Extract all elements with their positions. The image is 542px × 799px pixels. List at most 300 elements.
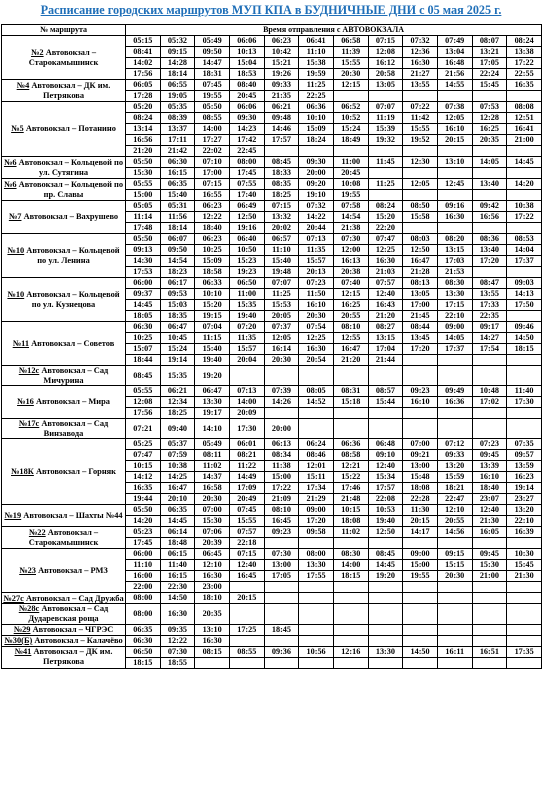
departure-time-cell [264, 408, 299, 419]
departure-time-cell [299, 408, 334, 419]
table-row [2, 419, 542, 439]
departure-time-cell: 07:35 [507, 439, 542, 450]
departure-time-cell: 12:10 [195, 560, 230, 571]
departure-time-cell: 15:48 [403, 472, 438, 483]
departure-time-cell: 08:27 [368, 322, 403, 333]
departure-time-cell: 07:59 [160, 450, 195, 461]
departure-time-cell: 17:56 [126, 69, 161, 80]
departure-time-cell: 14:12 [126, 472, 161, 483]
departure-time-cell: 15:30 [472, 560, 507, 571]
departure-time-cell: 17:00 [195, 168, 230, 179]
departure-time-cell: 11:45 [368, 157, 403, 168]
departure-time-cell: 16:15 [160, 168, 195, 179]
departure-time-cell [403, 91, 438, 102]
departure-time-cell: 10:38 [160, 461, 195, 472]
departure-time-cell: 13:32 [264, 212, 299, 223]
departure-time-cell: 16:23 [507, 472, 542, 483]
departure-time-cell: 10:08 [333, 179, 368, 190]
route-name: Автовокзал – Кольцевой по ул. Сутягина [18, 157, 124, 177]
departure-time-cell: 13:00 [403, 461, 438, 472]
route-number: №7 [8, 212, 22, 222]
departure-time-cell: 08:58 [333, 450, 368, 461]
departure-time-cell: 17:30 [507, 397, 542, 408]
departure-time-cell: 14:54 [160, 256, 195, 267]
departure-time-cell [368, 582, 403, 593]
departure-time-cell: 11:30 [403, 505, 438, 516]
departure-time-cell: 09:30 [229, 113, 264, 124]
route-cell [2, 234, 126, 278]
departure-time-cell: 09:58 [299, 527, 334, 538]
departure-time-cell: 19:23 [229, 267, 264, 278]
table-row [2, 157, 542, 168]
route-name: Автовокзал – Кольцевой по ул. Кузнецова [26, 289, 120, 309]
departure-time-cell: 06:23 [195, 201, 230, 212]
departure-time-cell: 09:20 [299, 179, 334, 190]
departure-time-cell: 07:32 [299, 201, 334, 212]
departure-time-cell: 16:45 [264, 516, 299, 527]
departure-time-cell: 19:44 [126, 494, 161, 505]
departure-time-cell: 20:38 [333, 267, 368, 278]
departure-time-cell: 17:34 [299, 483, 334, 494]
departure-time-cell: 14:45 [126, 300, 161, 311]
departure-time-cell: 16:45 [229, 571, 264, 582]
departure-time-cell: 17:15 [437, 300, 472, 311]
departure-time-cell [299, 657, 334, 668]
departure-time-cell: 08:53 [507, 234, 542, 245]
departure-time-cell: 12:50 [229, 212, 264, 223]
departure-time-cell: 15:03 [160, 300, 195, 311]
departure-time-cell: 09:49 [437, 386, 472, 397]
departure-time-cell: 05:31 [160, 201, 195, 212]
departure-time-cell: 09:33 [264, 80, 299, 91]
departure-time-cell [229, 366, 264, 386]
departure-time-cell: 20:15 [403, 516, 438, 527]
departure-time-cell: 10:52 [333, 113, 368, 124]
departure-time-cell: 06:17 [160, 278, 195, 289]
departure-time-cell: 17:45 [229, 168, 264, 179]
departure-time-cell: 14:25 [160, 472, 195, 483]
departure-time-cell: 18:58 [195, 267, 230, 278]
departure-time-cell [403, 604, 438, 624]
departure-time-cell [507, 419, 542, 439]
departure-time-cell: 06:35 [126, 624, 161, 635]
departure-time-cell: 23:00 [195, 582, 230, 593]
departure-time-cell: 12:08 [126, 397, 161, 408]
route-cell [2, 278, 126, 322]
departure-time-cell: 16:35 [126, 483, 161, 494]
departure-time-cell [264, 146, 299, 157]
departure-time-cell: 16:10 [403, 397, 438, 408]
departure-time-cell: 12:55 [333, 333, 368, 344]
departure-time-cell: 08:44 [403, 322, 438, 333]
departure-time-cell: 13:39 [472, 461, 507, 472]
departure-time-cell [507, 538, 542, 549]
departure-time-cell: 11:38 [264, 461, 299, 472]
departure-time-cell: 19:16 [229, 223, 264, 234]
departure-time-cell: 08:00 [299, 549, 334, 560]
departure-time-cell [472, 190, 507, 201]
departure-time-cell: 21:00 [507, 135, 542, 146]
departure-time-cell: 14:04 [507, 245, 542, 256]
departure-time-cell: 05:55 [126, 179, 161, 190]
departure-time-cell [403, 657, 438, 668]
departure-time-cell: 10:13 [229, 47, 264, 58]
departure-time-cell: 16:13 [333, 256, 368, 267]
departure-time-cell: 18:40 [472, 483, 507, 494]
departure-time-cell: 07:47 [368, 234, 403, 245]
departure-time-cell [507, 190, 542, 201]
departure-time-cell: 14:10 [195, 419, 230, 439]
departure-time-cell: 16:51 [472, 646, 507, 657]
departure-time-cell [437, 624, 472, 635]
departure-time-cell: 20:58 [368, 69, 403, 80]
departure-time-cell: 06:41 [299, 36, 334, 47]
departure-time-cell: 17:35 [507, 646, 542, 657]
departure-time-cell: 13:30 [195, 397, 230, 408]
route-name: Автовокзал – ДК им. Петрякова [31, 80, 111, 100]
departure-time-cell [264, 593, 299, 604]
departure-time-cell: 17:20 [403, 344, 438, 355]
departure-time-cell: 06:23 [264, 36, 299, 47]
departure-time-cell: 23:07 [472, 494, 507, 505]
departure-time-cell: 14:52 [299, 397, 334, 408]
departure-time-cell: 18:49 [333, 135, 368, 146]
departure-time-cell: 17:40 [229, 190, 264, 201]
departure-time-cell: 17:53 [126, 267, 161, 278]
departure-time-cell: 11:02 [195, 461, 230, 472]
departure-time-cell: 09:00 [299, 505, 334, 516]
departure-time-cell: 15:35 [229, 300, 264, 311]
departure-time-cell: 15:57 [229, 344, 264, 355]
departure-time-cell: 16:55 [195, 190, 230, 201]
departure-time-cell: 07:57 [229, 527, 264, 538]
departure-time-cell: 20:00 [264, 419, 299, 439]
departure-time-cell: 22:10 [437, 311, 472, 322]
departure-time-cell: 19:48 [264, 267, 299, 278]
route-name: Автовокзал – Сад Винзавода [41, 419, 109, 438]
departure-time-cell: 09:17 [472, 322, 507, 333]
route-number: №16 [17, 397, 34, 407]
departure-time-cell: 09:48 [264, 113, 299, 124]
departure-time-cell [437, 355, 472, 366]
departure-time-cell: 06:50 [229, 278, 264, 289]
departure-time-cell: 06:47 [195, 386, 230, 397]
departure-time-cell: 18:15 [333, 571, 368, 582]
route-number: №30(Б) [4, 635, 33, 645]
departure-time-cell: 15:55 [403, 124, 438, 135]
departure-time-cell: 18:35 [160, 311, 195, 322]
departure-time-cell: 14:45 [507, 157, 542, 168]
departure-time-cell: 08:00 [229, 157, 264, 168]
departure-time-cell: 14:49 [229, 472, 264, 483]
route-number: №2 [30, 47, 44, 57]
departure-time-cell [437, 408, 472, 419]
departure-time-cell: 08:40 [229, 80, 264, 91]
departure-time-cell: 15:40 [195, 344, 230, 355]
departure-time-cell: 16:58 [195, 483, 230, 494]
departure-time-cell: 15:00 [264, 472, 299, 483]
departure-time-cell: 09:23 [403, 386, 438, 397]
departure-time-cell [403, 582, 438, 593]
departure-time-cell: 14:45 [160, 516, 195, 527]
route-name: Автовокзал – Потанино [25, 124, 116, 134]
departure-time-cell: 14:50 [507, 333, 542, 344]
page-title: Расписание городских маршрутов МУП КПА в БУДНИЧНЫЕ ДНИ с 05 мая 2025 г. [40, 3, 502, 17]
departure-time-cell: 08:31 [333, 386, 368, 397]
departure-time-cell: 12:15 [333, 80, 368, 91]
departure-time-cell: 10:25 [126, 333, 161, 344]
departure-time-cell [299, 593, 334, 604]
departure-time-cell: 06:07 [160, 234, 195, 245]
departure-time-cell [472, 223, 507, 234]
departure-time-cell: 20:30 [299, 311, 334, 322]
departure-time-cell: 12:01 [299, 461, 334, 472]
departure-time-cell: 15:00 [126, 190, 161, 201]
table-row [2, 278, 542, 289]
departure-time-cell: 21:56 [437, 69, 472, 80]
departure-time-cell: 20:30 [264, 355, 299, 366]
departure-time-cell: 08:34 [264, 450, 299, 461]
departure-time-cell: 08:00 [126, 593, 161, 604]
departure-time-cell: 07:15 [264, 201, 299, 212]
departure-time-cell: 20:45 [333, 168, 368, 179]
departure-time-cell: 15:40 [264, 256, 299, 267]
departure-time-cell: 15:44 [368, 397, 403, 408]
departure-time-cell: 16:35 [507, 80, 542, 91]
departure-time-cell: 21:20 [126, 146, 161, 157]
departure-time-cell: 06:13 [264, 439, 299, 450]
departure-time-cell: 17:00 [403, 300, 438, 311]
departure-time-cell: 09:50 [195, 47, 230, 58]
departure-time-cell: 21:53 [437, 267, 472, 278]
departure-time-cell: 14:22 [299, 212, 334, 223]
departure-time-cell [368, 91, 403, 102]
departure-time-cell: 13:04 [437, 47, 472, 58]
departure-time-cell: 16:05 [472, 527, 507, 538]
departure-time-cell: 06:55 [160, 80, 195, 91]
departure-time-cell: 05:49 [195, 439, 230, 450]
departure-time-cell: 12:00 [333, 245, 368, 256]
departure-time-cell: 17:56 [126, 408, 161, 419]
departure-time-cell: 11:42 [403, 113, 438, 124]
departure-time-cell: 07:00 [403, 439, 438, 450]
departure-time-cell: 17:20 [299, 516, 334, 527]
route-name: Автовокзал – Сад Дружба [25, 593, 124, 603]
departure-time-cell: 06:21 [264, 102, 299, 113]
departure-time-cell: 06:58 [333, 36, 368, 47]
departure-time-cell: 21:03 [368, 267, 403, 278]
departure-time-cell: 07:13 [229, 386, 264, 397]
departure-time-cell: 21:45 [403, 311, 438, 322]
departure-time-cell: 16:25 [333, 300, 368, 311]
departure-time-cell: 06:33 [195, 278, 230, 289]
departure-time-cell: 12:30 [403, 157, 438, 168]
departure-time-cell: 07:54 [299, 322, 334, 333]
departure-time-cell: 14:13 [507, 289, 542, 300]
departure-time-cell: 21:35 [264, 91, 299, 102]
departure-time-cell [229, 657, 264, 668]
departure-time-cell: 06:36 [333, 439, 368, 450]
departure-time-cell [437, 146, 472, 157]
departure-time-cell: 11:19 [368, 113, 403, 124]
departure-time-cell: 07:38 [437, 102, 472, 113]
departure-time-cell: 07:07 [368, 102, 403, 113]
departure-time-cell: 18:55 [160, 657, 195, 668]
departure-time-cell: 09:35 [160, 624, 195, 635]
departure-time-cell: 10:48 [472, 386, 507, 397]
departure-time-cell: 10:30 [507, 549, 542, 560]
departure-time-cell: 15:00 [403, 560, 438, 571]
departure-time-cell: 16:10 [299, 300, 334, 311]
departure-time-cell: 09:57 [507, 450, 542, 461]
departure-time-cell: 15:11 [299, 472, 334, 483]
departure-time-cell: 17:37 [507, 256, 542, 267]
departure-time-cell: 08:55 [195, 113, 230, 124]
departure-time-cell: 11:35 [229, 333, 264, 344]
route-name: Автовокзал – Сад Мичурина [41, 366, 109, 385]
route-cell [2, 439, 126, 505]
departure-time-cell: 15:30 [195, 516, 230, 527]
departure-time-cell: 14:56 [437, 527, 472, 538]
departure-time-cell: 15:45 [507, 560, 542, 571]
departure-time-cell: 13:10 [195, 624, 230, 635]
departure-time-cell: 09:13 [126, 245, 161, 256]
departure-time-cell: 12:08 [368, 47, 403, 58]
departure-time-cell: 15:58 [403, 212, 438, 223]
departure-time-cell: 19:10 [299, 190, 334, 201]
departure-time-cell [507, 366, 542, 386]
table-row [2, 604, 542, 624]
departure-time-cell: 07:47 [126, 450, 161, 461]
departure-time-cell: 20:49 [229, 494, 264, 505]
route-name: Автовокзал – Горняк [35, 467, 116, 477]
departure-time-cell: 22:18 [229, 538, 264, 549]
departure-time-cell [472, 355, 507, 366]
departure-time-cell: 18:08 [333, 516, 368, 527]
departure-time-cell: 06:14 [160, 527, 195, 538]
departure-time-cell [299, 635, 334, 646]
departure-time-cell [264, 604, 299, 624]
departure-time-cell [507, 267, 542, 278]
departure-time-cell: 14:55 [437, 80, 472, 91]
departure-time-cell [299, 538, 334, 549]
departure-time-cell: 08:24 [368, 201, 403, 212]
departure-time-cell [299, 604, 334, 624]
departure-time-cell: 13:40 [472, 179, 507, 190]
departure-time-cell [368, 593, 403, 604]
departure-time-cell: 07:55 [229, 179, 264, 190]
table-row [2, 36, 542, 47]
departure-time-cell: 09:03 [507, 278, 542, 289]
departure-time-cell: 16:30 [299, 344, 334, 355]
departure-time-cell: 11:10 [299, 47, 334, 58]
departure-time-cell: 20:00 [299, 168, 334, 179]
departure-time-cell [368, 538, 403, 549]
departure-time-cell: 21:27 [403, 69, 438, 80]
departure-time-cell: 12:15 [333, 289, 368, 300]
departure-time-cell [437, 419, 472, 439]
departure-time-cell: 17:33 [472, 300, 507, 311]
departure-time-cell: 08:03 [403, 234, 438, 245]
departure-time-cell: 15:24 [160, 344, 195, 355]
departure-time-cell [472, 366, 507, 386]
departure-time-cell [507, 582, 542, 593]
departure-time-cell: 06:06 [229, 36, 264, 47]
departure-time-cell [368, 624, 403, 635]
departure-time-cell [507, 635, 542, 646]
departure-time-cell: 08:15 [195, 646, 230, 657]
departure-time-cell: 17:27 [195, 135, 230, 146]
departure-time-cell: 19:40 [195, 355, 230, 366]
departure-time-cell [472, 146, 507, 157]
departure-time-cell: 14:00 [195, 124, 230, 135]
departure-time-cell: 14:20 [126, 516, 161, 527]
departure-time-cell: 20:54 [299, 355, 334, 366]
departure-time-cell: 14:28 [160, 58, 195, 69]
departure-time-cell: 20:35 [472, 135, 507, 146]
departure-time-cell: 19:14 [507, 483, 542, 494]
departure-time-cell: 05:49 [195, 36, 230, 47]
departure-time-cell [507, 604, 542, 624]
departure-time-cell: 17:22 [264, 483, 299, 494]
departure-time-cell: 05:50 [126, 157, 161, 168]
departure-time-cell [437, 366, 472, 386]
departure-time-cell: 14:23 [229, 124, 264, 135]
departure-time-cell: 10:10 [195, 289, 230, 300]
departure-time-cell: 21:00 [472, 571, 507, 582]
departure-time-cell [229, 582, 264, 593]
departure-time-cell: 18:08 [403, 483, 438, 494]
departure-time-cell [472, 538, 507, 549]
departure-time-cell [403, 168, 438, 179]
departure-time-cell [333, 419, 368, 439]
departure-time-cell [299, 624, 334, 635]
departure-time-cell: 15:35 [160, 366, 195, 386]
departure-time-cell [368, 168, 403, 179]
route-cell [2, 646, 126, 668]
departure-time-cell: 08:07 [472, 36, 507, 47]
departure-time-cell: 20:13 [299, 267, 334, 278]
departure-time-cell: 13:15 [368, 333, 403, 344]
departure-time-cell [333, 146, 368, 157]
departure-time-cell: 09:50 [160, 245, 195, 256]
departure-time-cell: 15:09 [195, 256, 230, 267]
departure-time-cell: 07:00 [195, 505, 230, 516]
departure-time-cell: 20:30 [437, 571, 472, 582]
departure-time-cell [472, 604, 507, 624]
departure-time-cell: 12:40 [229, 560, 264, 571]
route-name: Автовокзал – Мира [35, 397, 110, 407]
departure-time-cell: 08:30 [333, 549, 368, 560]
departure-time-cell: 12:50 [368, 527, 403, 538]
departure-time-cell: 09:23 [264, 527, 299, 538]
departure-time-cell: 17:11 [160, 135, 195, 146]
departure-time-cell: 09:36 [264, 646, 299, 657]
departure-time-cell: 07:21 [126, 419, 161, 439]
route-number: №18К [11, 467, 34, 477]
departure-time-cell [403, 538, 438, 549]
departure-time-cell [507, 657, 542, 668]
departure-time-cell: 14:17 [403, 527, 438, 538]
departure-time-cell [403, 593, 438, 604]
departure-time-cell: 14:46 [264, 124, 299, 135]
route-cell [2, 80, 126, 102]
departure-time-cell: 11:40 [507, 386, 542, 397]
departure-time-cell: 17:09 [229, 483, 264, 494]
departure-time-cell: 12:25 [299, 333, 334, 344]
departure-time-cell: 17:54 [472, 344, 507, 355]
departure-time-cell [403, 408, 438, 419]
